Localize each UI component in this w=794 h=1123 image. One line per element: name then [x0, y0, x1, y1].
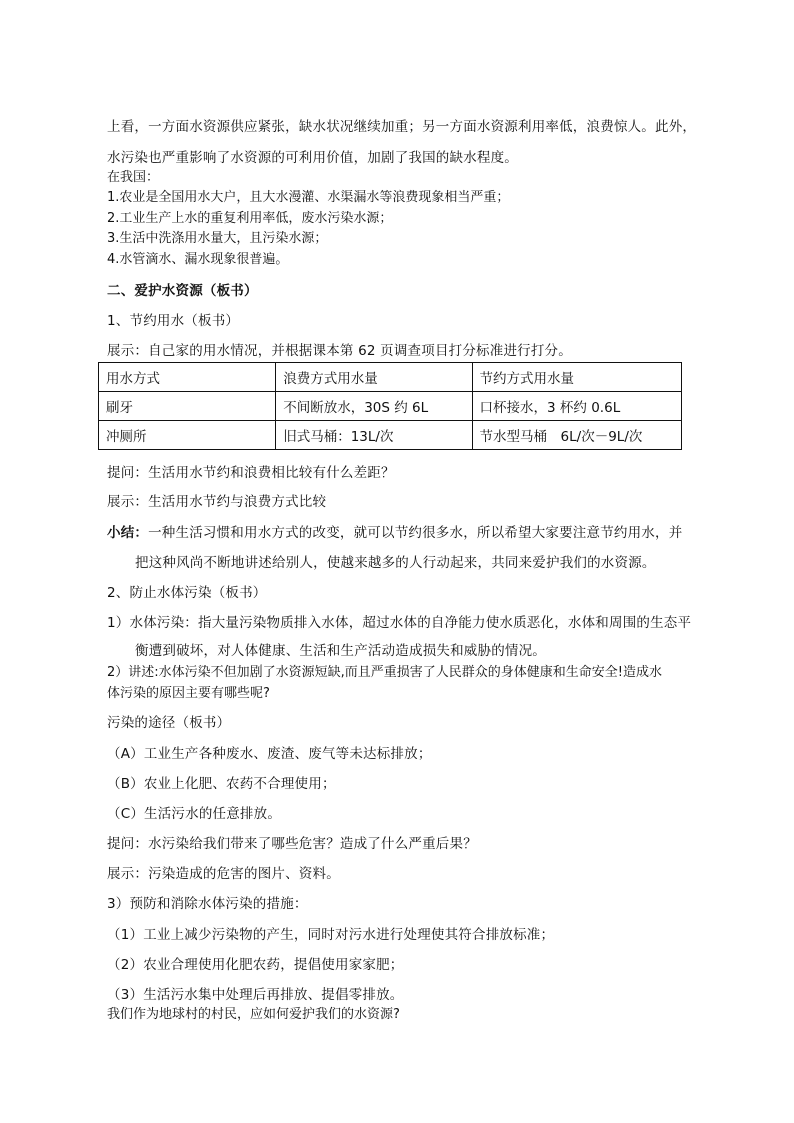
list-item: （3）生活污水集中处理后再排放、提倡零排放。 — [107, 987, 404, 1003]
paragraph-line: 体污染的原因主要有哪些呢? — [107, 686, 270, 701]
table-cell: 冲厕所 — [99, 421, 276, 450]
list-item: （A）工业生产各种废水、废渣、废气等未达标排放； — [107, 746, 432, 762]
table-header-cell: 用水方式 — [99, 363, 276, 392]
subsection-heading: 污染的途径（板书） — [107, 715, 231, 731]
water-usage-table — [98, 362, 682, 450]
list-item: 1.农业是全国用水大户，且大水漫灌、水渠漏水等浪费现象相当严重； — [107, 190, 510, 205]
table-cell: 不间断放水，30S 约 6L — [276, 392, 472, 421]
list-item: 2.工业生产上水的重复利用率低，废水污染水源； — [107, 211, 393, 226]
paragraph-line: 提问：水污染给我们带来了哪些危害？造成了什么严重后果？ — [107, 836, 477, 852]
table-cell: 旧式马桶：13L/次 — [276, 421, 472, 450]
list-item: （C）生活污水的任意排放。 — [107, 806, 282, 822]
subsection-heading: 3）预防和消除水体污染的措施： — [107, 896, 308, 912]
summary-text: 一种生活习惯和用水方式的改变，就可以节约很多水，所以希望大家要注意节约用水，并 — [148, 525, 683, 541]
table-cell: 口杯接水，3 杯约 0.6L — [472, 392, 681, 421]
paragraph-line: 展示：生活用水节约与浪费方式比较 — [107, 494, 327, 510]
table-header-cell: 浪费方式用水量 — [276, 363, 472, 392]
list-item: （B）农业上化肥、农药不合理使用； — [107, 776, 336, 792]
table-row — [99, 421, 682, 450]
list-item: 3.生活中洗涤用水量大，且污染水源； — [107, 231, 328, 246]
section-heading: 二、爱护水资源（板书） — [107, 283, 258, 299]
paragraph-line: 我们作为地球村的村民，应如何爱护我们的水资源? — [107, 1007, 400, 1022]
paragraph-line: 2）讲述:水体污染不但加剧了水资源短缺,而且严重损害了人民群众的身体健康和生命安全!造成水 — [107, 665, 662, 680]
table-header-row — [99, 363, 682, 392]
list-item: 4.水管滴水、漏水现象很普遍。 — [107, 252, 289, 267]
table-cell: 节水型马桶 6L/次－9L/次 — [472, 421, 681, 450]
paragraph-line: 在我国： — [107, 170, 160, 185]
table-header-cell: 节约方式用水量 — [472, 363, 681, 392]
table-cell: 刷牙 — [99, 392, 276, 421]
subsection-heading: 2、防止水体污染（板书） — [107, 585, 267, 601]
paragraph-line: 上看，一方面水资源供应紧张，缺水状况继续加重；另一方面水资源利用率低，浪费惊人。此外， — [107, 119, 697, 135]
paragraph-line: 水污染也严重影响了水资源的可利用价值，加剧了我国的缺水程度。 — [107, 150, 518, 166]
list-item: （1）工业上减少污染物的产生，同时对污水进行处理使其符合排放标准； — [107, 927, 555, 943]
paragraph-line: 把这种风尚不断地讲述给别人，使越来越多的人行动起来，共同来爱护我们的水资源。 — [135, 555, 656, 571]
paragraph-line: 衡遭到破坏，对人体健康、生活和生产活动造成损失和威胁的情况。 — [135, 643, 546, 659]
paragraph-line: 展示：污染造成的危害的图片、资料。 — [107, 866, 340, 882]
subsection-heading: 1、节约用水（板书） — [107, 313, 240, 329]
paragraph-line: 1）水体污染：指大量污染物质排入水体，超过水体的自净能力使水质恶化，水体和周围的生态平 — [107, 615, 692, 631]
paragraph-line: 展示：自己家的用水情况，并根据课本第 62 页调查项目打分标准进行打分。 — [107, 343, 572, 359]
summary-label: 小结： — [107, 525, 149, 541]
summary-line — [107, 524, 682, 542]
paragraph-line: 提问：生活用水节约和浪费相比较有什么差距？ — [107, 465, 395, 481]
table-row — [99, 392, 682, 421]
list-item: （2）农业合理使用化肥农药，提倡使用家家肥； — [107, 957, 404, 973]
